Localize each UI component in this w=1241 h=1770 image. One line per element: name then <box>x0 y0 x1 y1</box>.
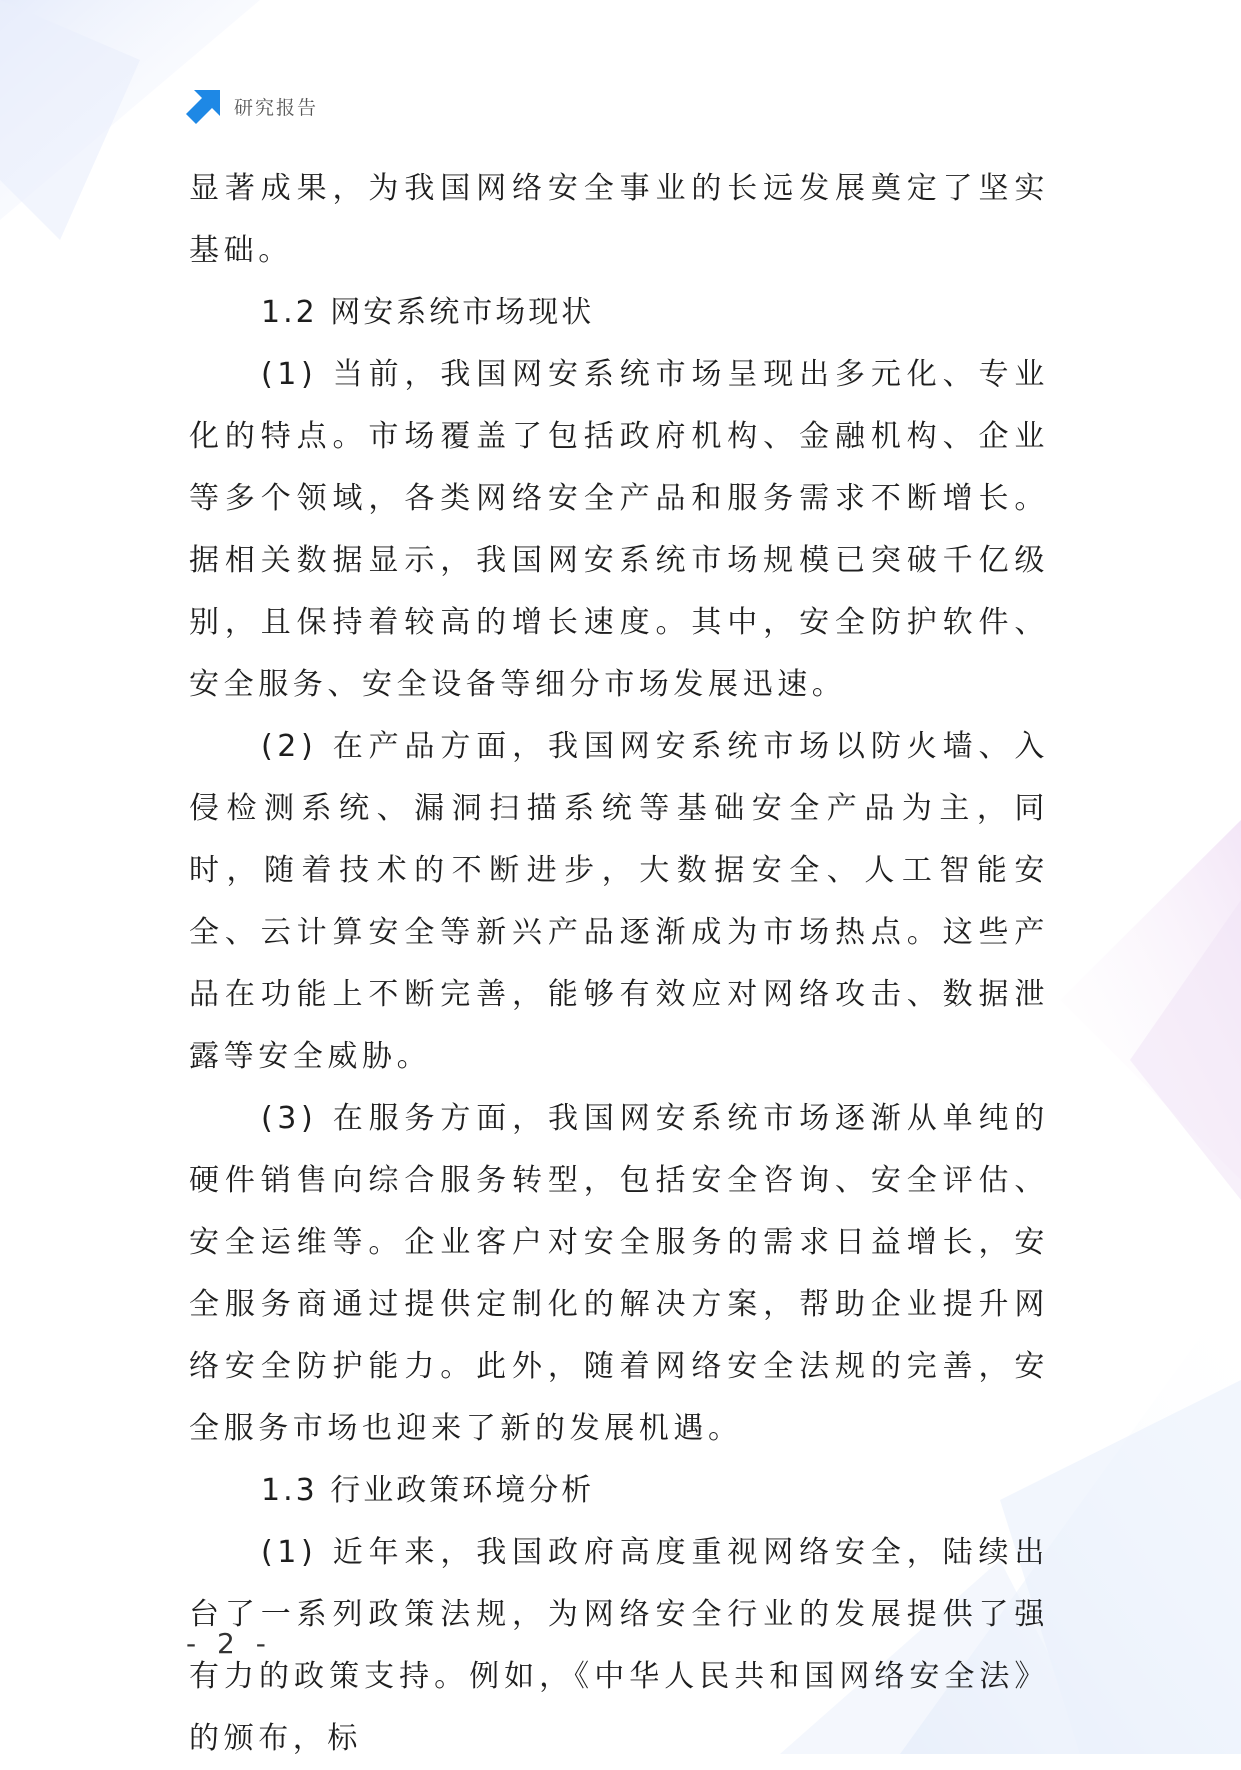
page-header <box>186 88 318 124</box>
report-label: 研究报告 <box>234 96 319 119</box>
section-heading: 1.3 行业政策环境分析 <box>261 1473 595 1508</box>
section-heading: 1.2 网安系统市场现状 <box>261 295 595 330</box>
body-paragraph: (1) 近年来，我国政府高度重视网络安全，陆续出台了一系列政策法规，为网络安全行业的发展提供了强有力的政策支持。例如，《中华人民共和国网络安全法》的颁布，标 <box>189 1535 1049 1756</box>
body-paragraph: (3) 在服务方面，我国网安系统市场逐渐从单纯的硬件销售向综合服务转型，包括安全咨询、安全评估、安全运维等。企业客户对安全服务的需求日益增长，安全服务商通过提供定制化的解决方案，帮助企业提升网络安全防护能力。此外，随着网络安全法规的完善，安全服务市场也迎来了新的发展机遇。 <box>189 1101 1049 1446</box>
arrow-up-right-icon <box>186 88 222 124</box>
body-paragraph: 显著成果，为我国网络安全事业的长远发展奠定了坚实基础。 <box>189 171 1049 268</box>
document-body <box>189 158 1049 1770</box>
body-paragraph: (2) 在产品方面，我国网安系统市场以防火墙、入侵检测系统、漏洞扫描系统等基础安全产品为主，同时，随着技术的不断进步，大数据安全、人工智能安全、云计算安全等新兴产品逐渐成为市场热点。这些产品在功能上不断完善，能够有效应对网络攻击、数据泄露等安全威胁。 <box>189 729 1049 1074</box>
body-paragraph: (1) 当前，我国网安系统市场呈现出多元化、专业化的特点。市场覆盖了包括政府机构、金融机构、企业等多个领域，各类网络安全产品和服务需求不断增长。据相关数据显示，我国网安系统市场规模已突破千亿级别，且保持着较高的增长速度。其中，安全防护软件、安全服务、安全设备等细分市场发展迅速。 <box>189 357 1049 702</box>
page-number: - 2 - <box>186 1627 272 1660</box>
